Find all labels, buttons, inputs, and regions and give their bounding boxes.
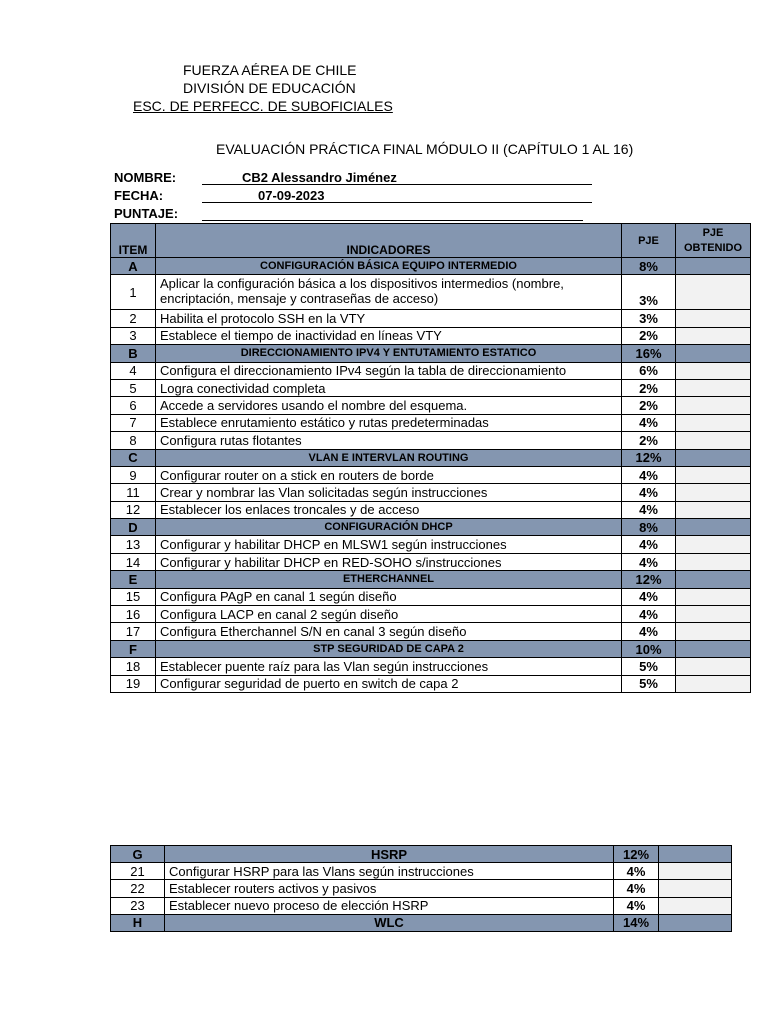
evaluation-table bbox=[110, 223, 751, 693]
item-cell: 23 bbox=[111, 897, 165, 914]
item-cell: 19 bbox=[111, 675, 156, 692]
table-row bbox=[111, 466, 751, 483]
item-cell: 9 bbox=[111, 466, 156, 483]
item-cell: 13 bbox=[111, 536, 156, 553]
obtained-score-cell[interactable] bbox=[676, 466, 751, 483]
pje-cell: 4% bbox=[622, 553, 676, 570]
indicator-cell: HSRP bbox=[165, 846, 614, 863]
item-cell: 5 bbox=[111, 379, 156, 396]
item-cell: 6 bbox=[111, 397, 156, 414]
page-title: EVALUACIÓN PRÁCTICA FINAL MÓDULO II (CAPÍTULO 1 AL 16) bbox=[216, 141, 634, 157]
indicator-cell: CONFIGURACIÓN DHCP bbox=[156, 519, 622, 536]
item-cell: A bbox=[111, 258, 156, 275]
table-row bbox=[111, 553, 751, 570]
section-row bbox=[111, 345, 751, 362]
section-row bbox=[111, 519, 751, 536]
pje-cell: 3% bbox=[622, 310, 676, 327]
fecha-label: FECHA: bbox=[114, 188, 164, 203]
indicator-cell: Crear y nombrar las Vlan solicitadas según instrucciones bbox=[156, 484, 622, 501]
obtained-score-cell[interactable] bbox=[676, 519, 751, 536]
indicator-cell: Establecer nuevo proceso de elección HSRP bbox=[165, 897, 614, 914]
table-row bbox=[111, 675, 751, 692]
pje-cell: 4% bbox=[614, 863, 659, 880]
table-row bbox=[111, 327, 751, 344]
indicator-cell: Configurar seguridad de puerto en switch de capa 2 bbox=[156, 675, 622, 692]
pje-cell: 16% bbox=[622, 345, 676, 362]
indicator-cell: Configura el direccionamiento IPv4 según la tabla de direccionamiento bbox=[156, 362, 622, 379]
obtenido-header-line2: OBTENIDO bbox=[683, 241, 743, 254]
obtained-score-cell[interactable] bbox=[676, 501, 751, 518]
obtained-score-cell[interactable] bbox=[676, 258, 751, 275]
section-row bbox=[111, 914, 732, 931]
pje-cell: 12% bbox=[622, 449, 676, 466]
table-row bbox=[111, 623, 751, 640]
indicator-cell: Configura LACP en canal 2 según diseño bbox=[156, 606, 622, 623]
nombre-label: NOMBRE: bbox=[114, 170, 177, 185]
section-row bbox=[111, 449, 751, 466]
pje-cell: 5% bbox=[622, 675, 676, 692]
table-row bbox=[111, 501, 751, 518]
obtained-score-cell[interactable] bbox=[676, 675, 751, 692]
pje-cell: 6% bbox=[622, 362, 676, 379]
indicator-cell: CONFIGURACIÓN BÁSICA EQUIPO INTERMEDIO bbox=[156, 258, 622, 275]
obtained-score-cell[interactable] bbox=[676, 275, 751, 310]
pje-cell: 4% bbox=[614, 880, 659, 897]
item-cell: 2 bbox=[111, 310, 156, 327]
item-cell: G bbox=[111, 846, 165, 863]
obtained-score-cell[interactable] bbox=[676, 432, 751, 449]
item-cell: H bbox=[111, 914, 165, 931]
item-cell: 18 bbox=[111, 658, 156, 675]
pje-cell: 8% bbox=[622, 519, 676, 536]
pje-cell: 4% bbox=[622, 588, 676, 605]
indicator-cell: Configura rutas flotantes bbox=[156, 432, 622, 449]
obtained-score-cell[interactable] bbox=[676, 658, 751, 675]
pje-cell: 2% bbox=[622, 327, 676, 344]
item-cell: E bbox=[111, 571, 156, 588]
obtained-score-cell[interactable] bbox=[676, 362, 751, 379]
obtained-score-cell[interactable] bbox=[676, 484, 751, 501]
indicator-cell: Logra conectividad completa bbox=[156, 379, 622, 396]
pje-cell: 4% bbox=[622, 536, 676, 553]
table-row bbox=[111, 658, 751, 675]
obtained-score-cell[interactable] bbox=[676, 345, 751, 362]
indicator-cell: Configurar y habilitar DHCP en RED-SOHO s/instrucciones bbox=[156, 553, 622, 570]
obtenido-header-line1: PJE bbox=[702, 226, 724, 239]
obtained-score-cell[interactable] bbox=[676, 640, 751, 657]
item-cell: 1 bbox=[111, 275, 156, 310]
table-row bbox=[111, 414, 751, 431]
item-cell: 3 bbox=[111, 327, 156, 344]
obtained-score-cell[interactable] bbox=[676, 536, 751, 553]
obtained-score-cell[interactable] bbox=[676, 379, 751, 396]
item-cell: B bbox=[111, 345, 156, 362]
pje-cell: 4% bbox=[622, 414, 676, 431]
table-row bbox=[111, 275, 751, 310]
item-cell: 12 bbox=[111, 501, 156, 518]
item-cell: 17 bbox=[111, 623, 156, 640]
indicator-cell: Configurar y habilitar DHCP en MLSW1 según instrucciones bbox=[156, 536, 622, 553]
indicator-cell: Establece enrutamiento estático y rutas predeterminadas bbox=[156, 414, 622, 431]
table-row bbox=[111, 432, 751, 449]
indicator-cell: WLC bbox=[165, 914, 614, 931]
pje-cell: 4% bbox=[622, 466, 676, 483]
table-row bbox=[111, 897, 732, 914]
table-row bbox=[111, 606, 751, 623]
division-name: DIVISIÓN DE EDUCACIÓN bbox=[183, 80, 356, 96]
pje-header: PJE bbox=[622, 224, 676, 258]
indicator-cell: Configurar router on a stick en routers de borde bbox=[156, 466, 622, 483]
indicator-cell: Aplicar la configuración básica a los dispositivos intermedios (nombre, encriptación, mensaje y contraseñas de acceso) bbox=[156, 275, 622, 310]
table-row bbox=[111, 379, 751, 396]
pje-cell: 8% bbox=[622, 258, 676, 275]
puntaje-line bbox=[202, 220, 583, 221]
pje-cell: 2% bbox=[622, 432, 676, 449]
obtained-score-cell[interactable] bbox=[676, 588, 751, 605]
indicator-cell: Configura Etherchannel S/N en canal 3 según diseño bbox=[156, 623, 622, 640]
item-cell: F bbox=[111, 640, 156, 657]
item-cell: D bbox=[111, 519, 156, 536]
item-header: ITEM bbox=[111, 224, 156, 258]
table-row bbox=[111, 880, 732, 897]
table-row bbox=[111, 362, 751, 379]
obtained-score-cell[interactable] bbox=[676, 327, 751, 344]
obtained-score-cell[interactable] bbox=[659, 880, 732, 897]
indicator-cell: Habilita el protocolo SSH en la VTY bbox=[156, 310, 622, 327]
item-cell: 21 bbox=[111, 863, 165, 880]
pje-cell: 2% bbox=[622, 379, 676, 396]
table-row bbox=[111, 397, 751, 414]
indicator-cell: Configurar HSRP para las Vlans según instrucciones bbox=[165, 863, 614, 880]
obtained-score-cell[interactable] bbox=[676, 606, 751, 623]
obtained-score-cell[interactable] bbox=[659, 863, 732, 880]
pje-cell: 5% bbox=[622, 658, 676, 675]
item-cell: 14 bbox=[111, 553, 156, 570]
puntaje-label: PUNTAJE: bbox=[114, 206, 179, 221]
obtained-score-cell[interactable] bbox=[676, 449, 751, 466]
obtained-score-cell[interactable] bbox=[659, 897, 732, 914]
item-cell: 4 bbox=[111, 362, 156, 379]
nombre-value: CB2 Alessandro Jiménez bbox=[242, 170, 397, 185]
indicator-cell: Establecer routers activos y pasivos bbox=[165, 880, 614, 897]
indicator-cell: Establece el tiempo de inactividad en líneas VTY bbox=[156, 327, 622, 344]
item-cell: 15 bbox=[111, 588, 156, 605]
obtained-score-cell[interactable] bbox=[676, 553, 751, 570]
pje-cell: 4% bbox=[622, 623, 676, 640]
obtained-score-cell[interactable] bbox=[676, 623, 751, 640]
indicator-cell: DIRECCIONAMIENTO IPV4 Y ENTUTAMIENTO ESTATICO bbox=[156, 345, 622, 362]
table-row bbox=[111, 863, 732, 880]
pje-cell: 4% bbox=[622, 606, 676, 623]
section-row bbox=[111, 640, 751, 657]
indicator-cell: Establecer puente raíz para las Vlan según instrucciones bbox=[156, 658, 622, 675]
obtained-score-cell[interactable] bbox=[676, 571, 751, 588]
table-row bbox=[111, 588, 751, 605]
obtained-score-cell[interactable] bbox=[676, 397, 751, 414]
pje-cell: 4% bbox=[614, 897, 659, 914]
item-cell: C bbox=[111, 449, 156, 466]
indicator-cell: Establecer los enlaces troncales y de acceso bbox=[156, 501, 622, 518]
indicadores-header: INDICADORES bbox=[156, 224, 622, 258]
item-cell: 16 bbox=[111, 606, 156, 623]
item-cell: 22 bbox=[111, 880, 165, 897]
section-row bbox=[111, 846, 732, 863]
item-cell: 11 bbox=[111, 484, 156, 501]
table-row bbox=[111, 484, 751, 501]
indicator-cell: STP SEGURIDAD DE CAPA 2 bbox=[156, 640, 622, 657]
pje-cell: 4% bbox=[622, 484, 676, 501]
pje-cell: 2% bbox=[622, 397, 676, 414]
pje-cell: 14% bbox=[614, 914, 659, 931]
obtained-score-cell[interactable] bbox=[659, 846, 732, 863]
fecha-value: 07-09-2023 bbox=[258, 188, 325, 203]
obtained-score-cell[interactable] bbox=[676, 310, 751, 327]
table-row bbox=[111, 310, 751, 327]
item-cell: 7 bbox=[111, 414, 156, 431]
pje-cell: 10% bbox=[622, 640, 676, 657]
evaluation-table-continued bbox=[110, 845, 732, 932]
table-row bbox=[111, 536, 751, 553]
obtained-score-cell[interactable] bbox=[659, 914, 732, 931]
indicator-cell: ETHERCHANNEL bbox=[156, 571, 622, 588]
indicator-cell: Configura PAgP en canal 1 según diseño bbox=[156, 588, 622, 605]
pje-cell: 4% bbox=[622, 501, 676, 518]
obtained-score-cell[interactable] bbox=[676, 414, 751, 431]
pje-cell: 3% bbox=[622, 275, 676, 310]
school-name: ESC. DE PERFECC. DE SUBOFICIALES bbox=[133, 98, 393, 114]
indicator-cell: VLAN E INTERVLAN ROUTING bbox=[156, 449, 622, 466]
obtenido-header bbox=[676, 224, 751, 258]
pje-cell: 12% bbox=[622, 571, 676, 588]
indicator-cell: Accede a servidores usando el nombre del esquema. bbox=[156, 397, 622, 414]
pje-cell: 12% bbox=[614, 846, 659, 863]
section-row bbox=[111, 571, 751, 588]
table-header-row bbox=[111, 224, 751, 258]
section-row bbox=[111, 258, 751, 275]
item-cell: 8 bbox=[111, 432, 156, 449]
institution-name: FUERZA AÉREA DE CHILE bbox=[183, 62, 357, 78]
